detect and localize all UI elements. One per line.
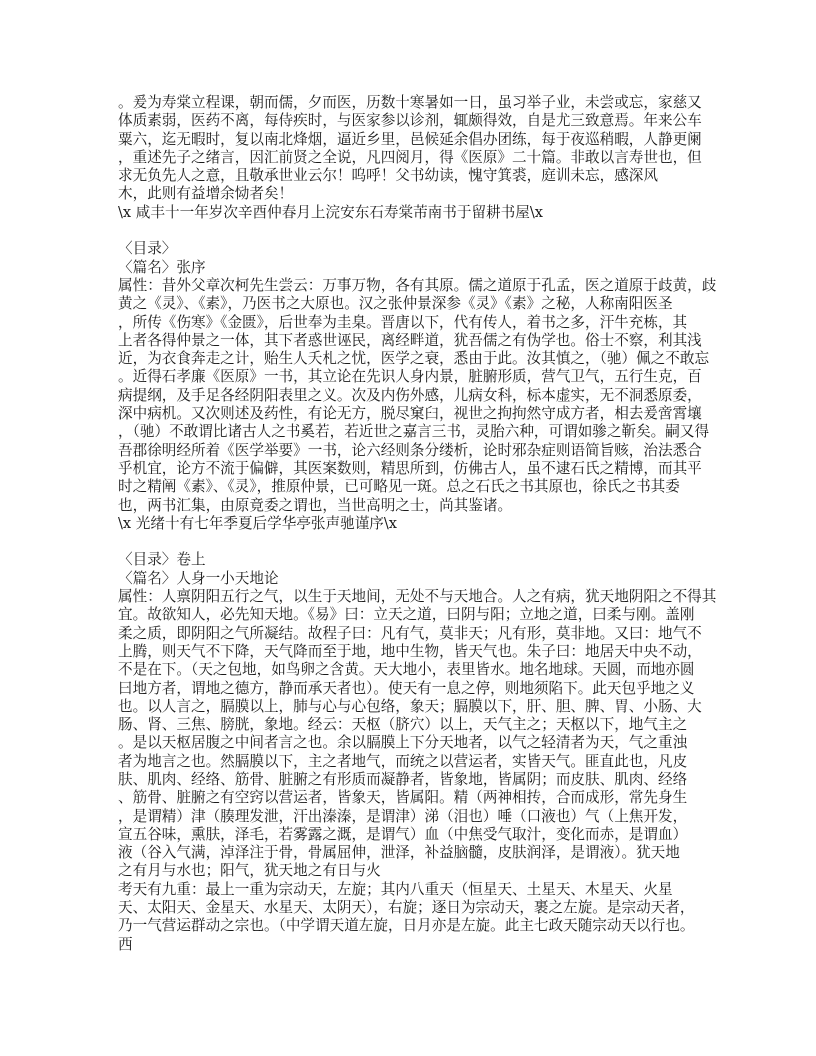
text-line: 西 (118, 935, 133, 953)
text-line: 乃一气营运群动之宗也。（中学谓天道左旋，日月亦是左旋。此主七政天随宗动天以行也。 (118, 917, 695, 935)
text-line: 近，为衣食奔走之计，贻生人夭札之忧，医学之衰，悉由于此。汝其慎之，（驰）佩之不敢忘 (118, 350, 710, 368)
text-line: 柔之质，即阴阳之气所凝结。故程子曰：凡有气，莫非天；凡有形，莫非地。又曰：地气不 (118, 624, 702, 642)
text-line: 〈目录〉卷上 (118, 551, 206, 569)
text-line: 曰地方者，谓地之德方，静而承天者也）。使天有一息之停，则地须陷下。此天包乎地之义 (118, 679, 695, 697)
text-line: 不是在下。（天之包地，如鸟卵之含黄。天大地小，表里皆水。地名地球。天圆，而地亦圆 (118, 661, 695, 679)
text-line: 〈篇名〉张序 (118, 258, 206, 276)
text-line: 病提纲，及手足各经阴阳表里之义。次及内伤外感，儿病女科，标本虚实，无不洞悉原委， (118, 386, 702, 404)
text-line: 考天有九重：最上一重为宗动天，左旋；其内八重天（恒星天、土星天、木星天、火星 (118, 880, 673, 898)
blank-line (118, 533, 718, 551)
text-line: 宣五谷味，熏肤，泽毛，若雾露之溉，是谓气）血（中焦受气取汁，变化而赤，是谓血） (118, 825, 688, 843)
text-line: 。是以天枢居腹之中间者言之也。余以膈膜上下分天地者，以气之轻清者为天，气之重浊 (118, 734, 688, 752)
text-line: 属性：昔外父章次柯先生尝云：万事万物，各有其原。儒之道原于孔孟，医之道原于歧黄，歧 (118, 276, 717, 294)
text-line: 。近得石孝廉《医原》一书，其立论在先识人身内景，脏腑形质，营气卫气，五行生克，百 (118, 368, 702, 386)
text-line: ，（驰）不敢谓比诸古人之书奚若，若近世之嘉言三书，灵胎六种，可谓如骖之靳矣。嗣又得 (118, 423, 710, 441)
text-line: 。爰为寿棠立程课，朝而儒，夕而医，历数十寒暑如一日，虽习举子业，未尝或忘，家慈又 (118, 94, 702, 111)
text-line: 木，此则有益增余恸者矣！ (118, 185, 294, 203)
zhang-preface-section (118, 240, 718, 533)
text-line: 上腾，则天气不下降，天气降而至于地，地中生物，皆天气也。朱子曰：地居天中央不动， (118, 642, 702, 660)
text-line: 宜。故欲知人，必先知天地。《易》曰：立天之道，曰阴与阳；立地之道，曰柔与刚。盖刚 (118, 606, 695, 624)
text-line: 时之精阐《素》、《灵》，推原仲景，已可略见一斑。总之石氏之书其原也，徐氏之书其委 (118, 478, 680, 496)
text-line: 天、太阳天、金星天、水星天、太阴天），右旋；逐日为宗动天，裹之左旋。是宗动天者， (118, 899, 695, 917)
text-line: 吾郡徐明经所着《医学举要》一书，论六经则条分缕析，论时邪杂症则语简旨赅，治法悉合 (118, 441, 702, 459)
text-line: \x 咸丰十一年岁次辛酉仲春月上浣安东石寿棠芾南书于留耕书屋\x (118, 203, 543, 221)
text-line: 上者各得仲景之一体，其下者惑世诬民，离经畔道，犹吾儒之有伪学也。俗士不察，利其浅 (118, 331, 702, 349)
text-line: 、筋骨、脏腑之有空窍以营运者，皆象天，皆属阳。精（两神相抟，合而成形，常先身生 (118, 789, 688, 807)
text-line: 肠、肾、三焦、膀胱，象地。经云：天枢（脐穴）以上，天气主之；天枢以下，地气主之 (118, 716, 688, 734)
text-line: 也。以人言之，膈膜以上，肺与心与心包络，象天；膈膜以下，肝、胆、脾、胃、小肠、大 (118, 697, 702, 715)
text-line: 黄之《灵》、《素》，乃医书之大原也。汉之张仲景深参《灵》《素》之秘，人称南阳医圣 (118, 295, 673, 313)
document-page (118, 94, 718, 954)
text-line: 也，两书汇集，由原竟委之谓也，当世高明之士，尚其鉴诸。 (118, 496, 513, 514)
chapter-section (118, 551, 718, 954)
text-line: 液（谷入气满，淖泽注于骨，骨属屈伸，泄泽，补益脑髓，皮肤润泽，是谓液）。犹天地 (118, 844, 680, 862)
text-line: 粟六，迄无暇时，复以南北烽烟，逼近乡里，邑候延余倡办团练，每于夜巡稍暇，人静更阑 (118, 130, 702, 148)
text-line: 之有月与水也；阳气，犹天地之有日与火 (118, 862, 381, 880)
blank-line (118, 222, 718, 240)
text-line: ，所传《伤寒》《金匮》，后世奉为圭臬。晋唐以下，代有传人，着书之多，汗牛充栋，其 (118, 313, 688, 331)
text-line: ，是谓精）津（腠理发泄，汗出溱溱，是谓津）涕（泪也）唾（口液也）气（上焦开发， (118, 807, 688, 825)
text-line: 〈篇名〉人身一小天地论 (118, 569, 279, 587)
text-line: 者为地言之也。然膈膜以下，主之者地气，而统之以营运者，实皆天气。匪直此也，凡皮 (118, 752, 688, 770)
text-line: \x 光绪十有七年季夏后学华亭张声驰谨序\x (118, 514, 398, 532)
text-line: ，重述先子之绪言，因汇前贤之全说，凡四阅月，得《医原》二十篇。非敢以言寿世也，但 (118, 148, 702, 166)
text-line: 深中病机。又次则述及药性，有论无方，脱尽窠臼，视世之拘拘然守成方者，相去爰啻霄壤 (118, 405, 702, 423)
text-line: 肤、肌肉、经络、筋骨、脏腑之有形质而凝静者，皆象地，皆属阴；而皮肤、肌肉、经络 (118, 770, 688, 788)
preface-ending-section (118, 94, 718, 222)
text-line: 属性：人禀阴阳五行之气，以生于天地间，无处不与天地合。人之有病，犹天地阴阳之不得其 (118, 588, 717, 606)
text-line: 〈目录〉 (118, 240, 177, 258)
text-line: 求无负先人之意，且敬承世业云尔！呜呼！父书幼读，愧守箕裘，庭训未忘，感深风 (118, 167, 658, 185)
text-line: 乎机宜，论方不流于偏僻，其医案数则，精思所到，仿佛古人，虽不逮石氏之精博，而其平 (118, 459, 702, 477)
text-line: 体质素弱，医药不离，每侍疾时，与医家参以诊剂，辄颇得效，自是尤三致意焉。年来公车 (118, 112, 702, 130)
